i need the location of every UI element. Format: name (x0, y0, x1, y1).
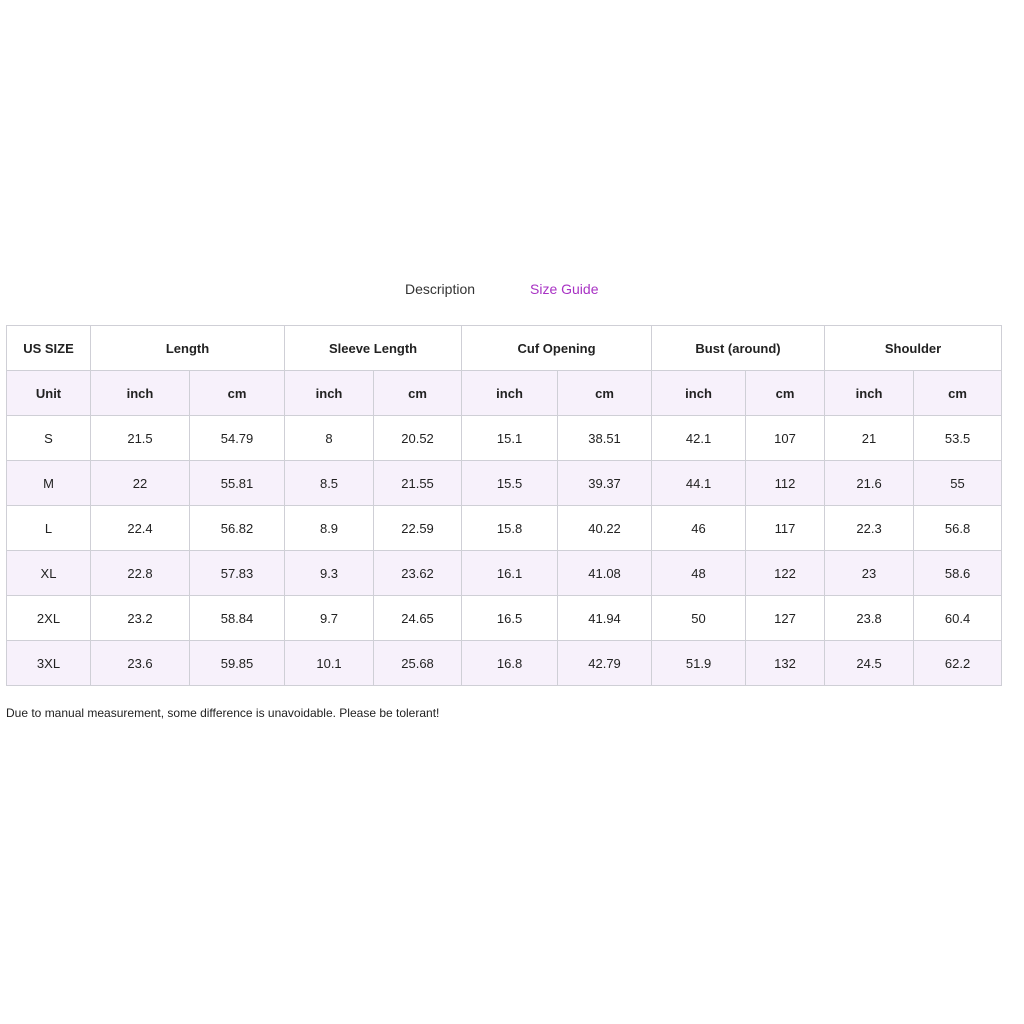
value-cell: 15.5 (462, 461, 558, 506)
value-cell: 56.8 (914, 506, 1002, 551)
unit-cell: cm (746, 371, 825, 416)
value-cell: 107 (746, 416, 825, 461)
table-row (7, 551, 1002, 596)
group-header-shoulder: Shoulder (825, 326, 1002, 371)
table-row (7, 506, 1002, 551)
value-cell: 56.82 (190, 506, 285, 551)
value-cell: 23.6 (91, 641, 190, 686)
value-cell: 23.8 (825, 596, 914, 641)
unit-cell: inch (462, 371, 558, 416)
value-cell: 50 (652, 596, 746, 641)
unit-cell: inch (285, 371, 374, 416)
size-table (6, 325, 1002, 686)
value-cell: 53.5 (914, 416, 1002, 461)
value-cell: 42.79 (558, 641, 652, 686)
value-cell: 8 (285, 416, 374, 461)
value-cell: 41.08 (558, 551, 652, 596)
size-cell: 3XL (7, 641, 91, 686)
value-cell: 22 (91, 461, 190, 506)
unit-cell: cm (374, 371, 462, 416)
value-cell: 15.8 (462, 506, 558, 551)
value-cell: 62.2 (914, 641, 1002, 686)
value-cell: 112 (746, 461, 825, 506)
value-cell: 40.22 (558, 506, 652, 551)
unit-label-cell: Unit (7, 371, 91, 416)
value-cell: 23.2 (91, 596, 190, 641)
value-cell: 10.1 (285, 641, 374, 686)
value-cell: 59.85 (190, 641, 285, 686)
value-cell: 16.1 (462, 551, 558, 596)
size-cell: 2XL (7, 596, 91, 641)
value-cell: 55 (914, 461, 1002, 506)
unit-cell: cm (190, 371, 285, 416)
size-cell: S (7, 416, 91, 461)
value-cell: 16.8 (462, 641, 558, 686)
value-cell: 24.65 (374, 596, 462, 641)
group-header-sleeve-length: Sleeve Length (285, 326, 462, 371)
size-cell: M (7, 461, 91, 506)
value-cell: 22.59 (374, 506, 462, 551)
group-header-cuff-opening: Cuf Opening (462, 326, 652, 371)
value-cell: 51.9 (652, 641, 746, 686)
value-cell: 122 (746, 551, 825, 596)
value-cell: 21.55 (374, 461, 462, 506)
table-row (7, 641, 1002, 686)
table-row (7, 461, 1002, 506)
size-header-cell: US SIZE (7, 326, 91, 371)
value-cell: 23.62 (374, 551, 462, 596)
value-cell: 22.4 (91, 506, 190, 551)
table-row (7, 596, 1002, 641)
value-cell: 38.51 (558, 416, 652, 461)
value-cell: 42.1 (652, 416, 746, 461)
value-cell: 48 (652, 551, 746, 596)
value-cell: 24.5 (825, 641, 914, 686)
value-cell: 55.81 (190, 461, 285, 506)
unit-cell: cm (914, 371, 1002, 416)
unit-header-row (7, 371, 1002, 416)
value-cell: 15.1 (462, 416, 558, 461)
size-table-container (6, 325, 1001, 686)
value-cell: 8.9 (285, 506, 374, 551)
size-cell: XL (7, 551, 91, 596)
value-cell: 16.5 (462, 596, 558, 641)
value-cell: 54.79 (190, 416, 285, 461)
value-cell: 22.3 (825, 506, 914, 551)
value-cell: 8.5 (285, 461, 374, 506)
group-header-length: Length (91, 326, 285, 371)
value-cell: 132 (746, 641, 825, 686)
value-cell: 60.4 (914, 596, 1002, 641)
tab-size-guide[interactable]: Size Guide (530, 281, 599, 297)
unit-cell: inch (91, 371, 190, 416)
value-cell: 57.83 (190, 551, 285, 596)
value-cell: 23 (825, 551, 914, 596)
value-cell: 46 (652, 506, 746, 551)
unit-cell: inch (652, 371, 746, 416)
unit-cell: cm (558, 371, 652, 416)
measurement-note: Due to manual measurement, some difference is unavoidable. Please be tolerant! (6, 706, 440, 720)
value-cell: 44.1 (652, 461, 746, 506)
value-cell: 20.52 (374, 416, 462, 461)
value-cell: 41.94 (558, 596, 652, 641)
value-cell: 21.5 (91, 416, 190, 461)
value-cell: 21 (825, 416, 914, 461)
product-tabs (0, 279, 1024, 301)
table-row (7, 416, 1002, 461)
value-cell: 25.68 (374, 641, 462, 686)
value-cell: 117 (746, 506, 825, 551)
group-header-bust: Bust (around) (652, 326, 825, 371)
value-cell: 22.8 (91, 551, 190, 596)
tab-description[interactable]: Description (405, 281, 476, 297)
value-cell: 9.3 (285, 551, 374, 596)
value-cell: 58.6 (914, 551, 1002, 596)
value-cell: 39.37 (558, 461, 652, 506)
unit-cell: inch (825, 371, 914, 416)
value-cell: 127 (746, 596, 825, 641)
value-cell: 9.7 (285, 596, 374, 641)
size-cell: L (7, 506, 91, 551)
value-cell: 21.6 (825, 461, 914, 506)
value-cell: 58.84 (190, 596, 285, 641)
group-header-row (7, 326, 1002, 371)
